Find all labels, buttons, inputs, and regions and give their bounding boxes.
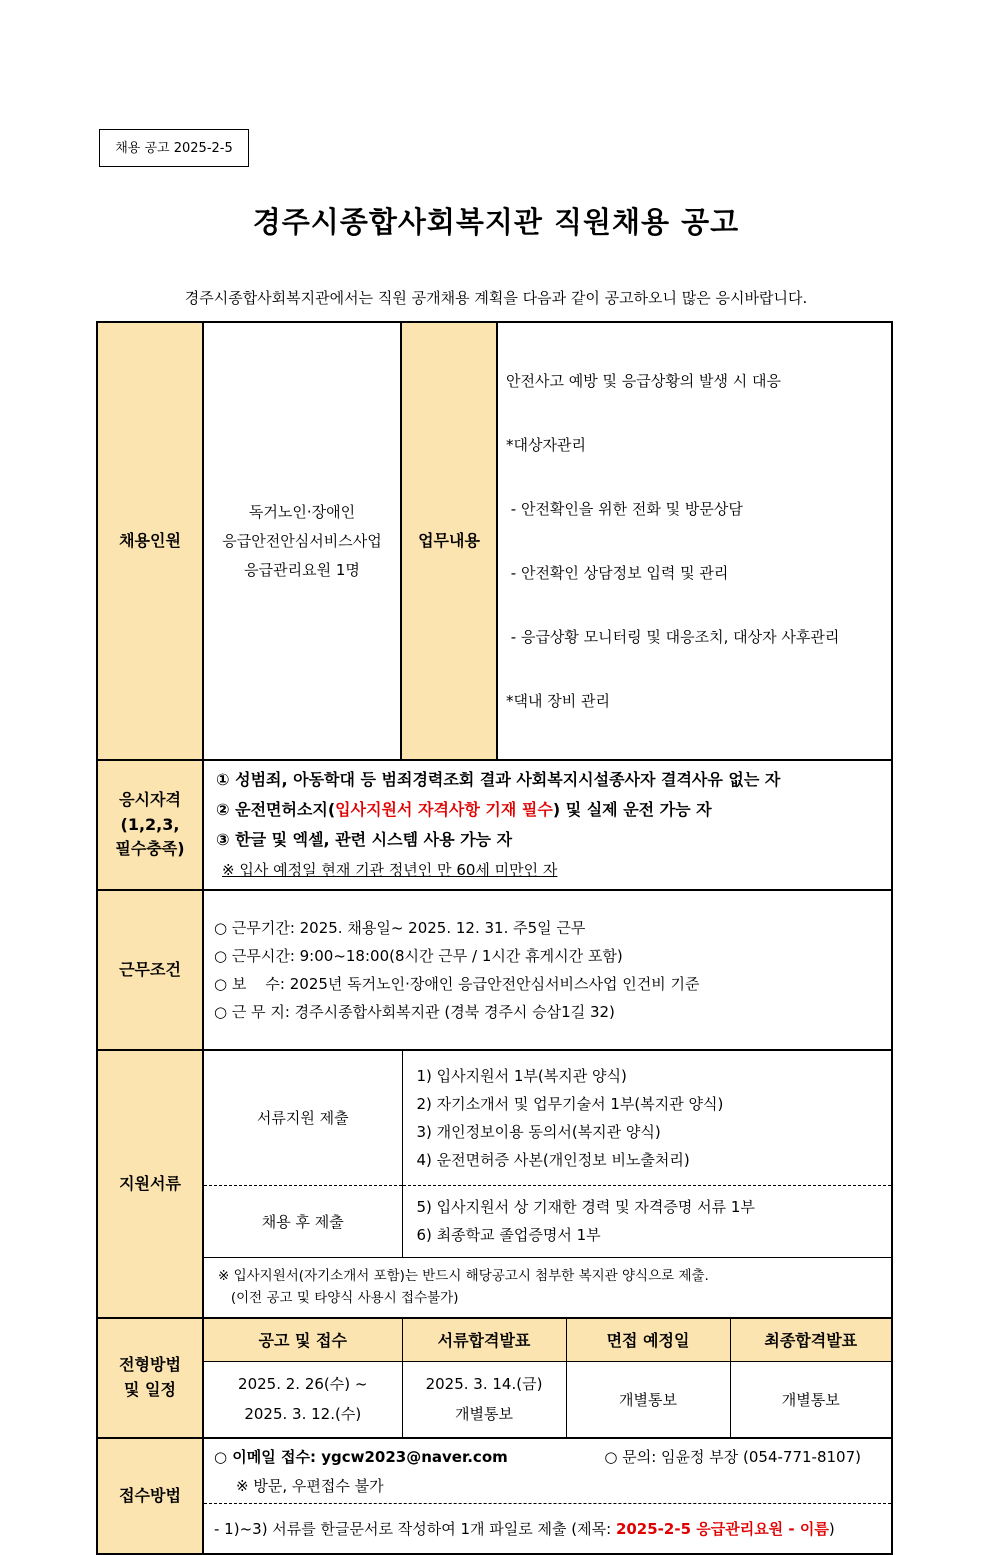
schedule-announce-dates xyxy=(204,1361,402,1437)
notice-number: 채용 공고 2025-2-5 xyxy=(115,141,233,156)
schedule-interview: 개별통보 xyxy=(566,1361,730,1437)
qualification-item-1: ① 성범죄, 아동학대 등 범죄경력조회 결과 사회복지시설종사자 결격사유 없는 자 xyxy=(216,770,781,789)
documents-note-line: (이전 공고 및 타양식 사용시 접수불가) xyxy=(218,1290,459,1307)
intro-text: 경주시종합사회복지관에서는 직원 공개채용 계획을 다음과 같이 공고하오니 많은 응시바랍니다. xyxy=(184,289,808,307)
doc-item: 6) 최종학교 졸업증명서 1부 xyxy=(416,1226,601,1244)
schedule-final-result: 개별통보 xyxy=(781,1390,840,1409)
duty-line: - 안전확인 상담정보 입력 및 관리 xyxy=(506,564,729,582)
position-line: 응급안전안심서비스사업 xyxy=(222,531,382,550)
application-visit-note: ※ 방문, 우편접수 불가 xyxy=(236,1476,384,1495)
doc-item: 5) 입사지원서 상 기재한 경력 및 자격증명 서류 1부 xyxy=(416,1198,755,1216)
documents-row xyxy=(97,1050,892,1318)
condition-pay: ○ 보 수: 2025년 독거노인·장애인 응급안전안심서비스사업 인건비 기준 xyxy=(214,975,700,993)
doc-item: 1) 입사지원서 1부(복지관 양식) xyxy=(416,1066,627,1085)
application-cell xyxy=(203,1438,892,1554)
qualification-label xyxy=(97,760,203,890)
position-line: 응급관리요원 1명 xyxy=(244,560,360,579)
schedule-date-line: 2025. 3. 14.(금) xyxy=(425,1375,543,1394)
conditions-cell xyxy=(203,890,892,1050)
application-submit-title: 2025-2-5 응급관리요원 - 이름 xyxy=(615,1519,829,1538)
application-contact: ○ 문의: 임윤정 부장 (054-771-8107) xyxy=(604,1447,861,1466)
doc-item: 4) 운전면허증 사본(개인정보 비노출처리) xyxy=(416,1150,690,1169)
qualification-note: ※ 입사 예정일 현재 기관 정년인 만 60세 미만인 자 xyxy=(222,861,558,879)
application-label: 접수방법 xyxy=(97,1438,203,1554)
schedule-label-line: 및 일정 xyxy=(124,1380,176,1399)
application-inner xyxy=(204,1439,891,1553)
recruit-label: 채용인원 xyxy=(97,322,203,760)
schedule-header: 공고 및 접수 xyxy=(204,1319,402,1361)
qualification-item-3: ③ 한글 및 엑셀, 관련 시스템 사용 가능 자 xyxy=(216,830,513,849)
condition-hours: ○ 근무시간: 9:00~18:00(8시간 근무 / 1시간 휴게시간 포함) xyxy=(214,947,623,965)
qualification-label-line: 응시자격 xyxy=(119,789,181,809)
documents-note xyxy=(204,1257,891,1317)
schedule-date-line: 개별통보 xyxy=(455,1405,513,1424)
doc-item: 2) 자기소개서 및 업무기술서 1부(복지관 양식) xyxy=(416,1094,724,1113)
schedule-cell xyxy=(203,1318,892,1438)
notice-number-box xyxy=(99,129,249,167)
duty-line: 안전사고 예방 및 응급상황의 발생 시 대응 xyxy=(506,372,781,390)
schedule-label xyxy=(97,1318,203,1438)
schedule-header: 최종합격발표 xyxy=(730,1319,891,1361)
conditions-row xyxy=(97,890,892,1050)
schedule-date-line: 2025. 3. 12.(수) xyxy=(244,1405,362,1424)
application-email: ○ 이메일 접수: ygcw2023@naver.com xyxy=(214,1447,508,1466)
duty-cell xyxy=(497,322,892,760)
documents-cell xyxy=(203,1050,892,1318)
duty-line: - 안전확인을 위한 전화 및 방문상담 xyxy=(506,500,743,518)
qualification-item-2-highlight: 입사지원서 자격사항 기재 필수 xyxy=(335,800,553,819)
qualification-cell xyxy=(203,760,892,890)
schedule-table xyxy=(204,1319,891,1437)
recruitment-table xyxy=(96,321,893,1555)
application-top xyxy=(204,1439,891,1503)
condition-location: ○ 근 무 지: 경주시종합사회복지관 (경북 경주시 승삼1길 32) xyxy=(214,1003,615,1021)
documents-inner-table xyxy=(204,1051,891,1317)
duty-line: *대상자관리 xyxy=(506,436,586,454)
position-cell xyxy=(203,322,401,760)
qualification-row xyxy=(97,760,892,890)
application-submit-end: ) xyxy=(828,1519,835,1538)
condition-period: ○ 근무기간: 2025. 채용일~ 2025. 12. 31. 주5일 근무 xyxy=(214,919,586,937)
documents-note-line: ※ 입사지원서(자기소개서 포함)는 반드시 해당공고시 첨부한 복지관 양식으로 제출. xyxy=(218,1268,709,1285)
schedule-label-line: 전형방법 xyxy=(119,1355,181,1375)
qualification-item-2-text: ② 운전면허소지( xyxy=(216,800,336,819)
position-line: 독거노인·장애인 xyxy=(248,502,356,521)
doc-item: 3) 개인정보이용 동의서(복지관 양식) xyxy=(416,1122,661,1141)
qualification-item-2-text-end: ) 및 실제 운전 가능 자 xyxy=(552,800,712,819)
documents-label: 지원서류 xyxy=(97,1050,203,1318)
schedule-doc-result xyxy=(402,1361,566,1437)
schedule-header: 서류합격발표 xyxy=(402,1319,566,1361)
schedule-date-line: 2025. 2. 26(수) ~ xyxy=(238,1375,368,1394)
qualification-item-2 xyxy=(216,795,879,825)
application-row xyxy=(97,1438,892,1554)
after-hire-label: 채용 후 제출 xyxy=(204,1185,402,1257)
qualification-label-line: 필수충족) xyxy=(115,839,185,859)
doc-submit-list xyxy=(402,1051,891,1185)
duty-line: *댁내 장비 관리 xyxy=(506,692,610,710)
schedule-header: 면접 예정일 xyxy=(566,1319,730,1361)
after-hire-list xyxy=(402,1185,891,1257)
page-title: 경주시종합사회복지관 직원채용 공고 xyxy=(252,205,740,239)
qualification-label-line: (1,2,3, xyxy=(120,814,180,834)
application-submit xyxy=(204,1503,891,1553)
doc-submit-label: 서류지원 제출 xyxy=(204,1051,402,1185)
duty-label: 업무내용 xyxy=(401,322,497,760)
application-submit-text: - 1)~3) 서류를 한글문서로 작성하여 1개 파일로 제출 (제목: xyxy=(214,1519,616,1538)
duty-line: - 응급상황 모니터링 및 대응조치, 대상자 사후관리 xyxy=(506,628,840,646)
recruit-row xyxy=(97,322,892,760)
schedule-row xyxy=(97,1318,892,1438)
conditions-label: 근무조건 xyxy=(97,890,203,1050)
